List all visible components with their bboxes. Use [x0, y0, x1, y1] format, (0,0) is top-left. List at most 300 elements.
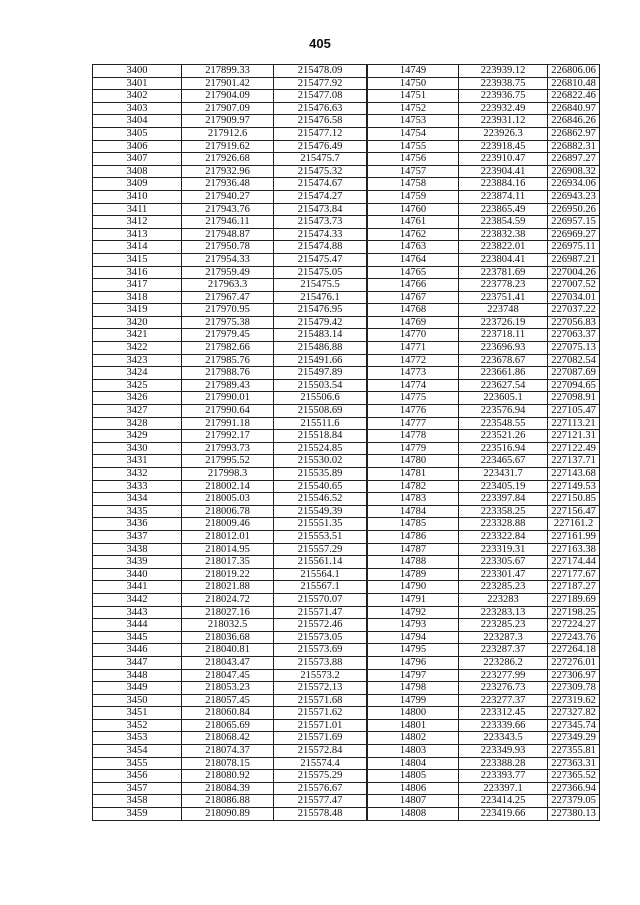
cell-x-right: 223932.49 — [459, 102, 548, 115]
cell-y-left: 215475.5 — [274, 279, 368, 292]
cell-x-left: 217932.96 — [182, 165, 274, 178]
cell-y-right: 227366.94 — [548, 782, 600, 795]
cell-y-left: 215473.84 — [274, 203, 368, 216]
cell-point-id-left: 3416 — [93, 266, 182, 279]
cell-y-right: 226810.48 — [548, 77, 600, 90]
cell-x-right: 223405.19 — [459, 480, 548, 493]
table-row — [93, 581, 600, 594]
cell-x-right: 223287.37 — [459, 644, 548, 657]
cell-y-right: 227319.62 — [548, 694, 600, 707]
cell-point-id-right: 14775 — [367, 392, 459, 405]
cell-point-id-left: 3452 — [93, 719, 182, 732]
cell-y-left: 215571.69 — [274, 732, 368, 745]
cell-point-id-left: 3407 — [93, 153, 182, 166]
cell-x-left: 217989.43 — [182, 379, 274, 392]
table-row — [93, 631, 600, 644]
cell-y-right: 227161.2 — [548, 518, 600, 531]
cell-y-right: 227122.49 — [548, 442, 600, 455]
table-row — [93, 530, 600, 543]
cell-x-right: 223576.94 — [459, 405, 548, 418]
cell-point-id-right: 14767 — [367, 291, 459, 304]
cell-point-id-left: 3423 — [93, 354, 182, 367]
table-row — [93, 216, 600, 229]
cell-point-id-left: 3449 — [93, 682, 182, 695]
cell-point-id-left: 3404 — [93, 115, 182, 128]
cell-y-left: 215570.07 — [274, 593, 368, 606]
cell-point-id-right: 14779 — [367, 442, 459, 455]
cell-y-left: 215486.88 — [274, 342, 368, 355]
cell-point-id-right: 14794 — [367, 631, 459, 644]
table-row — [93, 115, 600, 128]
table-row — [93, 417, 600, 430]
cell-y-left: 215571.62 — [274, 707, 368, 720]
cell-y-left: 215573.05 — [274, 631, 368, 644]
cell-y-left: 215571.47 — [274, 606, 368, 619]
cell-y-left: 215483.14 — [274, 329, 368, 342]
cell-y-right: 226934.06 — [548, 178, 600, 191]
cell-point-id-right: 14792 — [367, 606, 459, 619]
table-row — [93, 505, 600, 518]
cell-x-left: 217926.68 — [182, 153, 274, 166]
cell-x-left: 217907.09 — [182, 102, 274, 115]
table-row — [93, 455, 600, 468]
cell-point-id-right: 14778 — [367, 430, 459, 443]
table-row — [93, 354, 600, 367]
cell-point-id-right: 14777 — [367, 417, 459, 430]
cell-point-id-right: 14764 — [367, 253, 459, 266]
cell-point-id-left: 3454 — [93, 745, 182, 758]
cell-point-id-right: 14762 — [367, 228, 459, 241]
cell-y-left: 215553.51 — [274, 530, 368, 543]
cell-point-id-right: 14774 — [367, 379, 459, 392]
cell-x-right: 223343.5 — [459, 732, 548, 745]
cell-x-left: 218032.5 — [182, 619, 274, 632]
cell-point-id-right: 14773 — [367, 367, 459, 380]
cell-y-right: 227056.83 — [548, 316, 600, 329]
table-row — [93, 392, 600, 405]
cell-y-left: 215475.05 — [274, 266, 368, 279]
cell-point-id-left: 3424 — [93, 367, 182, 380]
cell-point-id-right: 14796 — [367, 656, 459, 669]
cell-y-right: 227037.22 — [548, 304, 600, 317]
cell-y-left: 215564.1 — [274, 568, 368, 581]
cell-x-left: 218084.39 — [182, 782, 274, 795]
cell-x-left: 218068.42 — [182, 732, 274, 745]
cell-x-left: 217963.3 — [182, 279, 274, 292]
cell-x-right: 223678.67 — [459, 354, 548, 367]
cell-point-id-left: 3445 — [93, 631, 182, 644]
cell-y-right: 227113.21 — [548, 417, 600, 430]
cell-y-right: 227355.81 — [548, 745, 600, 758]
cell-point-id-right: 14802 — [367, 732, 459, 745]
cell-y-left: 215577.47 — [274, 795, 368, 808]
cell-point-id-left: 3455 — [93, 757, 182, 770]
cell-point-id-right: 14785 — [367, 518, 459, 531]
table-row — [93, 90, 600, 103]
cell-y-left: 215573.88 — [274, 656, 368, 669]
table-row — [93, 518, 600, 531]
table-row — [93, 694, 600, 707]
table-row — [93, 606, 600, 619]
cell-point-id-right: 14805 — [367, 770, 459, 783]
cell-y-right: 227380.13 — [548, 808, 600, 821]
cell-x-left: 217943.76 — [182, 203, 274, 216]
cell-point-id-right: 14793 — [367, 619, 459, 632]
cell-x-left: 217959.49 — [182, 266, 274, 279]
cell-point-id-left: 3456 — [93, 770, 182, 783]
cell-y-right: 227327.82 — [548, 707, 600, 720]
cell-y-right: 226908.32 — [548, 165, 600, 178]
cell-y-left: 215561.14 — [274, 556, 368, 569]
cell-point-id-right: 14766 — [367, 279, 459, 292]
table-row — [93, 291, 600, 304]
cell-x-left: 217992.17 — [182, 430, 274, 443]
cell-x-left: 217899.33 — [182, 65, 274, 78]
cell-y-left: 215549.39 — [274, 505, 368, 518]
cell-x-right: 223718.11 — [459, 329, 548, 342]
cell-x-left: 217912.6 — [182, 127, 274, 140]
cell-y-left: 215572.84 — [274, 745, 368, 758]
cell-x-left: 218053.23 — [182, 682, 274, 695]
cell-point-id-left: 3421 — [93, 329, 182, 342]
cell-x-left: 218078.15 — [182, 757, 274, 770]
cell-y-right: 227156.47 — [548, 505, 600, 518]
cell-y-left: 215546.52 — [274, 493, 368, 506]
cell-y-right: 227306.97 — [548, 669, 600, 682]
cell-point-id-left: 3451 — [93, 707, 182, 720]
cell-point-id-left: 3435 — [93, 505, 182, 518]
cell-x-right: 223918.45 — [459, 140, 548, 153]
cell-x-right: 223931.12 — [459, 115, 548, 128]
cell-y-right: 227349.29 — [548, 732, 600, 745]
cell-x-left: 218009.46 — [182, 518, 274, 531]
cell-point-id-left: 3410 — [93, 190, 182, 203]
cell-point-id-right: 14749 — [367, 65, 459, 78]
cell-x-right: 223276.73 — [459, 682, 548, 695]
cell-y-right: 227098.91 — [548, 392, 600, 405]
table-row — [93, 770, 600, 783]
cell-x-left: 218005.03 — [182, 493, 274, 506]
cell-point-id-right: 14799 — [367, 694, 459, 707]
cell-point-id-right: 14786 — [367, 530, 459, 543]
cell-point-id-left: 3459 — [93, 808, 182, 821]
cell-y-left: 215478.09 — [274, 65, 368, 78]
cell-point-id-left: 3418 — [93, 291, 182, 304]
cell-x-left: 217948.87 — [182, 228, 274, 241]
cell-y-right: 226840.97 — [548, 102, 600, 115]
table-row — [93, 669, 600, 682]
cell-x-right: 223328.88 — [459, 518, 548, 531]
cell-point-id-right: 14788 — [367, 556, 459, 569]
cell-x-right: 223319.31 — [459, 543, 548, 556]
cell-point-id-left: 3446 — [93, 644, 182, 657]
table-row — [93, 153, 600, 166]
table-row — [93, 405, 600, 418]
cell-x-right: 223778.23 — [459, 279, 548, 292]
cell-x-right: 223661.86 — [459, 367, 548, 380]
cell-x-right: 223388.28 — [459, 757, 548, 770]
cell-y-right: 227177.67 — [548, 568, 600, 581]
cell-point-id-right: 14754 — [367, 127, 459, 140]
cell-point-id-right: 14807 — [367, 795, 459, 808]
cell-y-right: 227149.53 — [548, 480, 600, 493]
table-row — [93, 342, 600, 355]
cell-y-left: 215476.63 — [274, 102, 368, 115]
cell-y-left: 215474.67 — [274, 178, 368, 191]
table-row — [93, 367, 600, 380]
cell-y-left: 215474.27 — [274, 190, 368, 203]
cell-point-id-right: 14803 — [367, 745, 459, 758]
cell-point-id-left: 3406 — [93, 140, 182, 153]
cell-point-id-left: 3443 — [93, 606, 182, 619]
table-row — [93, 266, 600, 279]
cell-y-left: 215571.01 — [274, 719, 368, 732]
cell-y-right: 227121.31 — [548, 430, 600, 443]
cell-y-left: 215576.67 — [274, 782, 368, 795]
cell-y-left: 215497.89 — [274, 367, 368, 380]
table-row — [93, 745, 600, 758]
cell-y-right: 227363.31 — [548, 757, 600, 770]
cell-y-right: 227309.78 — [548, 682, 600, 695]
cell-point-id-right: 14760 — [367, 203, 459, 216]
cell-y-right: 226806.06 — [548, 65, 600, 78]
cell-y-right: 227143.68 — [548, 468, 600, 481]
cell-y-right: 227150.85 — [548, 493, 600, 506]
cell-x-left: 218017.35 — [182, 556, 274, 569]
cell-x-left: 217991.18 — [182, 417, 274, 430]
cell-y-left: 215476.1 — [274, 291, 368, 304]
cell-y-right: 227365.52 — [548, 770, 600, 783]
cell-point-id-left: 3433 — [93, 480, 182, 493]
cell-x-right: 223277.99 — [459, 669, 548, 682]
cell-x-right: 223939.12 — [459, 65, 548, 78]
cell-point-id-right: 14790 — [367, 581, 459, 594]
cell-point-id-right: 14759 — [367, 190, 459, 203]
cell-point-id-right: 14795 — [367, 644, 459, 657]
cell-y-left: 215551.35 — [274, 518, 368, 531]
cell-x-right: 223627.54 — [459, 379, 548, 392]
cell-y-right: 227087.69 — [548, 367, 600, 380]
cell-x-left: 217982.66 — [182, 342, 274, 355]
cell-y-right: 227137.71 — [548, 455, 600, 468]
cell-y-left: 215573.69 — [274, 644, 368, 657]
table-row — [93, 127, 600, 140]
cell-y-left: 215540.65 — [274, 480, 368, 493]
cell-x-right: 223358.25 — [459, 505, 548, 518]
page-number: 405 — [309, 36, 331, 51]
table-row — [93, 593, 600, 606]
cell-point-id-right: 14789 — [367, 568, 459, 581]
cell-y-right: 226862.97 — [548, 127, 600, 140]
coordinate-table-wrapper — [92, 64, 600, 821]
table-row — [93, 203, 600, 216]
cell-x-right: 223283 — [459, 593, 548, 606]
cell-x-left: 217993.73 — [182, 442, 274, 455]
cell-point-id-right: 14753 — [367, 115, 459, 128]
table-row — [93, 304, 600, 317]
table-row — [93, 493, 600, 506]
cell-point-id-left: 3401 — [93, 77, 182, 90]
cell-x-right: 223751.41 — [459, 291, 548, 304]
cell-point-id-right: 14752 — [367, 102, 459, 115]
cell-point-id-left: 3429 — [93, 430, 182, 443]
table-row — [93, 253, 600, 266]
cell-x-right: 223312.45 — [459, 707, 548, 720]
cell-point-id-right: 14808 — [367, 808, 459, 821]
cell-x-right: 223339.66 — [459, 719, 548, 732]
cell-x-right: 223285.23 — [459, 619, 548, 632]
cell-x-right: 223936.75 — [459, 90, 548, 103]
cell-point-id-left: 3448 — [93, 669, 182, 682]
cell-x-right: 223910.47 — [459, 153, 548, 166]
cell-y-left: 215571.68 — [274, 694, 368, 707]
cell-x-left: 217946.11 — [182, 216, 274, 229]
cell-x-right: 223285.23 — [459, 581, 548, 594]
cell-point-id-left: 3439 — [93, 556, 182, 569]
table-row — [93, 241, 600, 254]
cell-point-id-right: 14755 — [367, 140, 459, 153]
cell-x-left: 217990.64 — [182, 405, 274, 418]
cell-point-id-left: 3405 — [93, 127, 182, 140]
cell-point-id-left: 3430 — [93, 442, 182, 455]
cell-point-id-left: 3419 — [93, 304, 182, 317]
table-row — [93, 379, 600, 392]
cell-y-left: 215535.89 — [274, 468, 368, 481]
cell-x-left: 217988.76 — [182, 367, 274, 380]
cell-x-right: 223516.94 — [459, 442, 548, 455]
cell-x-right: 223696.93 — [459, 342, 548, 355]
cell-y-right: 226957.15 — [548, 216, 600, 229]
cell-x-left: 217979.45 — [182, 329, 274, 342]
cell-y-left: 215477.92 — [274, 77, 368, 90]
cell-point-id-right: 14772 — [367, 354, 459, 367]
cell-x-right: 223322.84 — [459, 530, 548, 543]
cell-x-right: 223884.16 — [459, 178, 548, 191]
cell-x-left: 218012.01 — [182, 530, 274, 543]
cell-x-left: 218002.14 — [182, 480, 274, 493]
cell-point-id-left: 3434 — [93, 493, 182, 506]
cell-y-right: 226975.11 — [548, 241, 600, 254]
cell-y-left: 215503.54 — [274, 379, 368, 392]
table-row — [93, 543, 600, 556]
cell-y-right: 227075.13 — [548, 342, 600, 355]
cell-x-left: 217909.97 — [182, 115, 274, 128]
cell-y-right: 227034.01 — [548, 291, 600, 304]
cell-y-left: 215573.2 — [274, 669, 368, 682]
cell-x-left: 217970.95 — [182, 304, 274, 317]
table-row — [93, 757, 600, 770]
cell-y-left: 215511.6 — [274, 417, 368, 430]
table-row — [93, 228, 600, 241]
cell-x-left: 218047.45 — [182, 669, 274, 682]
cell-point-id-right: 14800 — [367, 707, 459, 720]
cell-y-right: 226969.27 — [548, 228, 600, 241]
cell-x-left: 217985.76 — [182, 354, 274, 367]
cell-y-right: 227198.25 — [548, 606, 600, 619]
cell-y-right: 227161.99 — [548, 530, 600, 543]
cell-x-right: 223286.2 — [459, 656, 548, 669]
cell-point-id-left: 3403 — [93, 102, 182, 115]
table-row — [93, 102, 600, 115]
cell-y-right: 227163.38 — [548, 543, 600, 556]
table-row — [93, 480, 600, 493]
cell-x-left: 218036.68 — [182, 631, 274, 644]
cell-x-left: 217967.47 — [182, 291, 274, 304]
cell-y-left: 215578.48 — [274, 808, 368, 821]
cell-x-right: 223283.13 — [459, 606, 548, 619]
cell-x-left: 218019.22 — [182, 568, 274, 581]
cell-y-left: 215575.29 — [274, 770, 368, 783]
cell-y-left: 215491.66 — [274, 354, 368, 367]
cell-point-id-right: 14784 — [367, 505, 459, 518]
cell-point-id-right: 14756 — [367, 153, 459, 166]
cell-x-left: 218065.69 — [182, 719, 274, 732]
cell-point-id-left: 3458 — [93, 795, 182, 808]
cell-x-right: 223904.41 — [459, 165, 548, 178]
cell-x-right: 223419.66 — [459, 808, 548, 821]
cell-point-id-right: 14801 — [367, 719, 459, 732]
cell-point-id-right: 14770 — [367, 329, 459, 342]
cell-y-left: 215475.7 — [274, 153, 368, 166]
cell-point-id-right: 14751 — [367, 90, 459, 103]
cell-x-right: 223393.77 — [459, 770, 548, 783]
cell-point-id-left: 3450 — [93, 694, 182, 707]
cell-point-id-left: 3411 — [93, 203, 182, 216]
cell-point-id-right: 14780 — [367, 455, 459, 468]
cell-point-id-left: 3431 — [93, 455, 182, 468]
cell-y-right: 227379.05 — [548, 795, 600, 808]
cell-y-left: 215473.73 — [274, 216, 368, 229]
cell-x-left: 218040.81 — [182, 644, 274, 657]
cell-point-id-left: 3441 — [93, 581, 182, 594]
cell-y-right: 227264.18 — [548, 644, 600, 657]
cell-x-right: 223854.59 — [459, 216, 548, 229]
cell-y-right: 226943.23 — [548, 190, 600, 203]
table-row — [93, 656, 600, 669]
cell-y-left: 215518.84 — [274, 430, 368, 443]
cell-point-id-left: 3417 — [93, 279, 182, 292]
cell-point-id-right: 14758 — [367, 178, 459, 191]
cell-x-left: 218074.37 — [182, 745, 274, 758]
cell-x-left: 218006.78 — [182, 505, 274, 518]
cell-x-left: 218027.16 — [182, 606, 274, 619]
cell-y-right: 227082.54 — [548, 354, 600, 367]
cell-x-left: 218090.89 — [182, 808, 274, 821]
cell-y-right: 227063.37 — [548, 329, 600, 342]
table-row — [93, 430, 600, 443]
table-row — [93, 719, 600, 732]
cell-x-right: 223874.11 — [459, 190, 548, 203]
cell-x-right: 223605.1 — [459, 392, 548, 405]
cell-point-id-left: 3402 — [93, 90, 182, 103]
cell-x-left: 217998.3 — [182, 468, 274, 481]
cell-x-right: 223465.67 — [459, 455, 548, 468]
cell-y-left: 215530.02 — [274, 455, 368, 468]
table-row — [93, 140, 600, 153]
table-row — [93, 782, 600, 795]
cell-y-left: 215475.32 — [274, 165, 368, 178]
cell-x-left: 218024.72 — [182, 593, 274, 606]
cell-x-right: 223305.67 — [459, 556, 548, 569]
cell-point-id-left: 3422 — [93, 342, 182, 355]
cell-point-id-left: 3427 — [93, 405, 182, 418]
cell-x-left: 218057.45 — [182, 694, 274, 707]
cell-point-id-left: 3409 — [93, 178, 182, 191]
cell-point-id-left: 3426 — [93, 392, 182, 405]
cell-x-left: 217901.42 — [182, 77, 274, 90]
table-row — [93, 732, 600, 745]
table-row — [93, 442, 600, 455]
